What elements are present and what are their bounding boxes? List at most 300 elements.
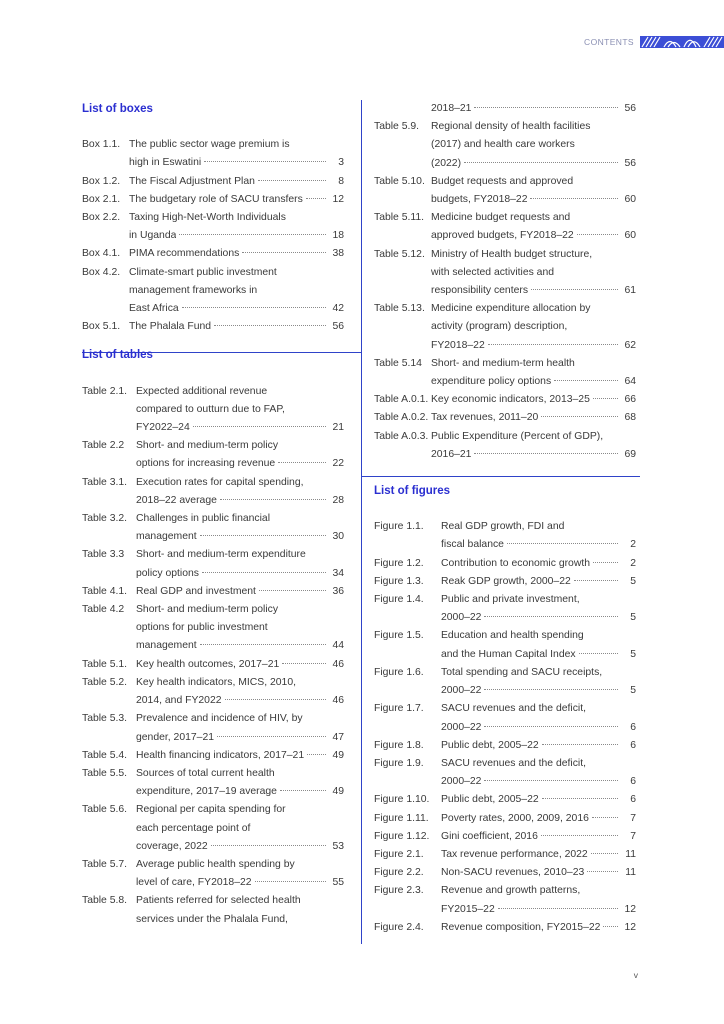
toc-entry[interactable]	[374, 755, 636, 791]
entry-title-line: 2018–21	[431, 103, 472, 114]
entry-title-line: services under the Phalala Fund,	[136, 913, 288, 925]
entry-title-line: management	[136, 531, 197, 543]
entry-title	[129, 209, 344, 245]
entry-title-last-line	[441, 719, 636, 737]
entry-title-line: compared to outturn due to FAP,	[136, 403, 285, 415]
toc-entry[interactable]	[374, 828, 636, 846]
entry-number: Table 5.4.	[82, 749, 128, 761]
dot-leader	[592, 817, 618, 818]
dot-leader	[306, 198, 326, 199]
entry-title-last-line	[129, 245, 344, 263]
entry-page: 7	[630, 812, 636, 824]
entry-title-line: Key health indicators, MICS, 2010,	[136, 676, 296, 688]
entry-title-line: Total spending and SACU receipts,	[441, 666, 603, 678]
dot-leader	[179, 234, 326, 235]
entry-title-last-line	[441, 919, 636, 937]
entry-title-line: Average public health spending by	[136, 858, 295, 870]
entry-title-line: Tax revenue performance, 2022	[441, 848, 588, 860]
entry-title-last-line	[441, 828, 636, 846]
figures-heading: List of figures	[374, 485, 451, 498]
toc-entry[interactable]	[374, 518, 636, 554]
entry-title-line: each percentage point of	[136, 822, 251, 834]
entry-page: 6	[630, 739, 636, 751]
dot-leader	[593, 562, 618, 563]
entry-title	[431, 409, 636, 427]
entry-title-last-line	[129, 173, 344, 191]
toc-entry[interactable]	[82, 892, 344, 928]
entry-title-last-line	[136, 838, 344, 856]
entry-page: 56	[332, 321, 344, 333]
entry-title-last-line	[136, 455, 344, 473]
toc-entry[interactable]	[374, 737, 636, 755]
dot-leader	[280, 790, 326, 791]
entry-title-last-line	[136, 528, 344, 546]
entry-number: Box 1.1.	[82, 139, 121, 151]
entry-title-line: Climate-smart public investment	[129, 266, 277, 278]
toc-entry[interactable]	[82, 510, 344, 546]
figures-entries	[374, 518, 636, 937]
entry-number: Table A.0.2.	[374, 412, 429, 424]
entry-number: Figure 2.3.	[374, 885, 424, 897]
entry-number: Figure 1.1.	[374, 521, 424, 533]
entry-page: 11	[625, 867, 636, 879]
entry-page: 28	[332, 494, 344, 506]
entry-title-last-line	[431, 191, 636, 209]
entry-title-line: options for increasing revenue	[136, 458, 276, 470]
entry-page: 18	[332, 230, 344, 242]
entry-title-line: Sources of total current health	[136, 767, 275, 779]
entry-page: 5	[630, 575, 636, 587]
entry-title	[431, 209, 636, 245]
entry-page: 12	[332, 193, 344, 205]
entry-title-last-line	[431, 337, 636, 355]
entry-title-last-line	[431, 282, 636, 300]
entry-title-line: Short- and medium-term health	[431, 357, 575, 369]
toc-entry[interactable]	[374, 810, 636, 828]
entry-title-last-line	[431, 155, 636, 173]
dot-leader	[591, 853, 618, 854]
toc-entry[interactable]	[374, 300, 636, 355]
entry-title-line: FY2018–22	[431, 339, 485, 351]
dot-leader	[193, 426, 326, 427]
entry-title-last-line	[431, 409, 636, 427]
dot-leader	[474, 453, 618, 454]
entry-title-line: policy options	[136, 567, 199, 579]
entry-title	[441, 864, 636, 882]
toc-entry[interactable]	[374, 428, 636, 464]
entry-title-last-line	[129, 318, 344, 336]
toc-entry[interactable]	[374, 391, 636, 409]
entry-page: 61	[624, 285, 636, 297]
entry-title-last-line	[431, 100, 636, 118]
entry-number: Box 4.2.	[82, 266, 121, 278]
list-of-boxes	[82, 100, 344, 336]
toc-entry[interactable]	[374, 627, 636, 663]
entry-number: Table A.0.3.	[374, 430, 429, 442]
entry-title-line: 2000–22	[441, 721, 482, 733]
entry-title-last-line	[441, 609, 636, 627]
toc-entry[interactable]	[82, 318, 344, 336]
dot-leader	[255, 881, 326, 882]
entry-title-line: Medicine budget requests and	[431, 212, 571, 224]
entry-number: Figure 1.9.	[374, 757, 424, 769]
entry-title-line: Non-SACU revenues, 2010–23	[441, 867, 585, 879]
entry-number: Box 5.1.	[82, 321, 121, 333]
dot-leader	[202, 572, 326, 573]
entry-title-line: expenditure, 2017–19 average	[136, 786, 277, 798]
entry-title-line: Key health outcomes, 2017–21	[136, 658, 280, 670]
entry-title-line: 2000–22	[441, 612, 482, 624]
entry-title	[136, 474, 344, 510]
entry-title-last-line	[129, 191, 344, 209]
toc-entry[interactable]	[82, 437, 344, 473]
entry-title	[129, 173, 344, 191]
entry-title-last-line	[441, 810, 636, 828]
entry-title-line: Regional per capita spending for	[136, 804, 286, 816]
entry-title	[136, 546, 344, 582]
entry-page: 36	[332, 585, 344, 597]
toc-entry[interactable]	[374, 173, 636, 209]
entry-title-line: gender, 2017–21	[136, 731, 215, 743]
entry-title	[129, 136, 344, 172]
entry-title-line: SACU revenues and the deficit,	[441, 757, 586, 769]
entry-page: 22	[332, 458, 344, 470]
entry-title	[431, 100, 636, 118]
entry-page: 42	[332, 303, 344, 315]
entry-title-last-line	[441, 864, 636, 882]
toc-entry[interactable]	[82, 801, 344, 856]
toc-entry[interactable]	[82, 856, 344, 892]
dot-leader	[577, 234, 618, 235]
entry-title-line: Public Expenditure (Percent of GDP),	[431, 430, 604, 442]
entry-title	[129, 264, 344, 319]
dot-leader	[530, 198, 618, 199]
dot-leader	[507, 543, 618, 544]
entry-title-line: level of care, FY2018–22	[136, 877, 252, 889]
entry-title	[441, 573, 636, 591]
entry-title-last-line	[136, 583, 344, 601]
dot-leader	[278, 462, 326, 463]
toc-entry[interactable]	[82, 546, 344, 582]
entry-number: Figure 1.5.	[374, 630, 424, 642]
toc-entry[interactable]	[374, 791, 636, 809]
entry-title-line: Tax revenues, 2011–20	[431, 412, 539, 424]
entry-title-line: The public sector wage premium is	[129, 139, 290, 151]
entry-title	[441, 518, 636, 554]
toc-entry[interactable]	[82, 191, 344, 209]
entry-title-line: The Phalala Fund	[129, 321, 212, 333]
entry-number: Table 5.12.	[374, 248, 425, 260]
entry-title	[441, 919, 636, 937]
entry-page: 44	[332, 640, 344, 652]
entry-title-line: Reak GDP growth, 2000–22	[441, 575, 571, 587]
entry-title-line: Revenue and growth patterns,	[441, 885, 581, 897]
entry-title-line: 2016–21	[431, 448, 472, 460]
toc-entry[interactable]	[374, 864, 636, 882]
entry-title	[136, 510, 344, 546]
entry-title-line: SACU revenues and the deficit,	[441, 703, 586, 715]
toc-entry[interactable]	[82, 136, 344, 172]
entry-page: 34	[332, 567, 344, 579]
entry-page: 21	[332, 422, 344, 434]
entry-number: Table 5.8.	[82, 895, 128, 907]
entry-number: Table 2.1.	[82, 385, 128, 397]
entry-title	[136, 856, 344, 892]
toc-entry[interactable]	[374, 209, 636, 245]
entry-title-last-line	[136, 565, 344, 583]
entry-page: 64	[624, 376, 636, 388]
dot-leader	[258, 180, 326, 181]
entry-number: Figure 1.12.	[374, 830, 430, 842]
entry-title-line: Public debt, 2005–22	[441, 794, 539, 806]
dot-leader	[200, 535, 326, 536]
entry-title	[136, 437, 344, 473]
entry-page: 49	[332, 749, 344, 761]
dot-leader	[587, 871, 618, 872]
running-header	[584, 36, 724, 48]
entry-number: Figure 1.10.	[374, 794, 430, 806]
entry-number: Box 2.1.	[82, 193, 121, 205]
entry-title-line: in Uganda	[129, 230, 177, 242]
dot-leader	[204, 161, 326, 162]
toc-entry[interactable]	[374, 664, 636, 700]
toc-entry[interactable]	[374, 100, 636, 118]
entry-title-last-line	[136, 783, 344, 801]
entry-page: 5	[630, 612, 636, 624]
entry-page: 12	[624, 921, 636, 933]
toc-entry[interactable]	[374, 591, 636, 627]
entry-title	[441, 882, 636, 918]
dot-leader	[542, 744, 618, 745]
toc-entry[interactable]	[82, 173, 344, 191]
dot-leader	[541, 416, 618, 417]
entry-number: Figure 1.8.	[374, 739, 424, 751]
toc-entry[interactable]	[82, 474, 344, 510]
entry-page: 5	[630, 685, 636, 697]
entry-title-line: Taxing High-Net-Worth Individuals	[129, 212, 286, 224]
entry-title-line: Public debt, 2005–22	[441, 739, 539, 751]
entry-number: Figure 1.2.	[374, 557, 424, 569]
toc-entry[interactable]	[82, 674, 344, 710]
entry-page: 2	[630, 539, 636, 551]
toc-entry[interactable]	[82, 583, 344, 601]
boxes-entries	[82, 136, 344, 336]
entry-number: Table 3.3	[82, 549, 125, 561]
entry-title-line: (2017) and health care workers	[431, 139, 575, 151]
entry-title-last-line	[441, 682, 636, 700]
entry-page: 8	[338, 175, 344, 187]
toc-entry[interactable]	[82, 601, 344, 656]
entry-page: 6	[630, 776, 636, 788]
entry-number: Table 5.1.	[82, 658, 128, 670]
entry-number: Figure 1.7.	[374, 703, 424, 715]
list-of-figures	[374, 482, 636, 937]
entry-title-last-line	[136, 747, 344, 765]
entry-number: Table 5.6.	[82, 804, 128, 816]
entry-number: Figure 2.2.	[374, 867, 424, 879]
entry-title-last-line	[136, 729, 344, 747]
dot-leader	[464, 162, 618, 163]
entry-title-line: East Africa	[129, 303, 179, 315]
dot-leader	[488, 344, 618, 345]
entry-number: Table 4.2	[82, 604, 125, 616]
toc-entry[interactable]	[374, 700, 636, 736]
entry-title-line: Regional density of health facilities	[431, 121, 591, 133]
entry-title	[431, 391, 636, 409]
entry-title-line: Ministry of Health budget structure,	[431, 248, 593, 260]
dot-leader	[242, 252, 326, 253]
entry-title-line: Patients referred for selected health	[136, 895, 301, 907]
dot-leader	[484, 616, 618, 617]
boxes-heading: List of boxes	[82, 103, 153, 115]
entry-page: 46	[332, 695, 344, 707]
entry-page: 60	[624, 194, 636, 206]
entry-title-line: Expected additional revenue	[136, 385, 268, 397]
entry-number: Table 5.2.	[82, 676, 128, 688]
dot-leader	[225, 699, 326, 700]
column-divider	[361, 100, 362, 944]
entry-title-line: Prevalence and incidence of HIV, by	[136, 713, 303, 725]
entry-number: Box 4.1.	[82, 248, 121, 260]
toc-entry[interactable]	[82, 710, 344, 746]
entry-title-line: with selected activities and	[431, 266, 555, 278]
entry-title-last-line	[431, 391, 636, 409]
entry-title-line: Public and private investment,	[441, 594, 580, 606]
entry-number: Table 3.2.	[82, 513, 128, 525]
entry-title-last-line	[129, 227, 344, 245]
dot-leader	[579, 653, 618, 654]
toc-entry[interactable]	[82, 765, 344, 801]
entry-title-line: FY2015–22	[441, 903, 495, 915]
entry-page: 12	[624, 903, 636, 915]
entry-title-last-line	[441, 901, 636, 919]
entry-page: 6	[630, 794, 636, 806]
toc-entry[interactable]	[82, 747, 344, 765]
entry-number: Figure 1.4.	[374, 594, 424, 606]
entry-title	[136, 383, 344, 438]
entry-number: Table 2.2	[82, 440, 125, 452]
entry-number: Box 2.2.	[82, 212, 121, 224]
dot-leader	[182, 307, 326, 308]
right-column	[374, 100, 636, 937]
toc-entry[interactable]	[82, 383, 344, 438]
toc-entry[interactable]	[374, 355, 636, 391]
entry-title-line: approved budgets, FY2018–22	[431, 230, 574, 242]
entry-title-last-line	[441, 536, 636, 554]
entry-page: 68	[624, 412, 636, 424]
entry-title-line: Key economic indicators, 2013–25	[431, 394, 590, 406]
entry-title-line: 2000–22	[441, 776, 482, 788]
entry-title-line: high in Eswatini	[129, 157, 202, 169]
dot-leader	[220, 499, 326, 500]
entry-number: Figure 2.1.	[374, 848, 424, 860]
entry-title-line: budgets, FY2018–22	[431, 194, 528, 206]
entry-title	[441, 627, 636, 663]
dot-leader	[541, 835, 618, 836]
entry-number: Table 5.7.	[82, 858, 128, 870]
toc-entry[interactable]	[374, 919, 636, 937]
entry-title-line: PIMA recommendations	[129, 248, 240, 260]
entry-number: Table 5.14	[374, 357, 422, 369]
entry-page: 69	[624, 448, 636, 460]
toc-entry[interactable]	[374, 409, 636, 427]
toc-entry[interactable]	[82, 245, 344, 263]
entry-page: 49	[332, 786, 344, 798]
entry-title	[136, 765, 344, 801]
entry-title-last-line	[136, 874, 344, 892]
entry-number: Table 5.11.	[374, 212, 425, 224]
entry-title	[441, 810, 636, 828]
entry-title-last-line	[441, 737, 636, 755]
entry-title-line: Education and health spending	[441, 630, 584, 642]
entry-title-line: expenditure policy options	[431, 376, 552, 388]
entry-page: 30	[332, 531, 344, 543]
list-of-tables	[82, 346, 344, 928]
entry-title-last-line	[441, 791, 636, 809]
entry-title	[431, 246, 636, 301]
toc-entry[interactable]	[374, 246, 636, 301]
dot-leader	[214, 325, 326, 326]
entry-title	[129, 245, 344, 263]
toc-entry[interactable]	[374, 882, 636, 918]
entry-number: Figure 2.4.	[374, 921, 424, 933]
dot-leader	[554, 380, 618, 381]
entry-title-line: Real GDP growth, FDI and	[441, 521, 565, 533]
toc-entry[interactable]	[82, 264, 344, 319]
entry-title-last-line	[136, 419, 344, 437]
toc-entry[interactable]	[82, 656, 344, 674]
entry-title-line: Real GDP and investment	[136, 585, 256, 597]
entry-title	[441, 555, 636, 573]
entry-page: 62	[624, 339, 636, 351]
entry-title	[136, 801, 344, 856]
entry-title	[441, 700, 636, 736]
toc-entry[interactable]	[374, 846, 636, 864]
entry-page: 5	[630, 648, 636, 660]
entry-title-line: 2018–22 average	[136, 494, 217, 506]
entry-title-last-line	[441, 846, 636, 864]
entry-title-line: and the Human Capital Index	[441, 648, 576, 660]
entry-title-line: coverage, 2022	[136, 840, 208, 852]
entry-title-line: Short- and medium-term expenditure	[136, 549, 306, 561]
entry-number: Table A.0.1.	[374, 394, 429, 406]
entry-title-line: Poverty rates, 2000, 2009, 2016	[441, 812, 589, 824]
entry-title	[136, 656, 344, 674]
toc-entry[interactable]	[82, 209, 344, 245]
entry-page: 7	[630, 830, 636, 842]
entry-number: Table 5.3.	[82, 713, 128, 725]
page-number: v	[633, 970, 638, 980]
entry-title	[136, 583, 344, 601]
entry-title-last-line	[136, 637, 344, 655]
entry-title-last-line	[136, 492, 344, 510]
toc-entry[interactable]	[374, 118, 636, 173]
dot-leader	[484, 780, 618, 781]
toc-entry[interactable]	[374, 555, 636, 573]
entry-title-last-line	[129, 154, 344, 172]
entry-title-line: Challenges in public financial	[136, 513, 271, 525]
dot-leader	[282, 663, 326, 664]
dot-leader	[259, 590, 326, 591]
entry-title-line: responsibility centers	[431, 285, 529, 297]
entry-title-line: 2000–22	[441, 685, 482, 697]
toc-entry[interactable]	[374, 573, 636, 591]
entry-title-last-line	[441, 646, 636, 664]
entry-page: 53	[332, 840, 344, 852]
dot-leader	[603, 926, 618, 927]
entry-page: 55	[332, 877, 344, 889]
entry-title	[431, 355, 636, 391]
